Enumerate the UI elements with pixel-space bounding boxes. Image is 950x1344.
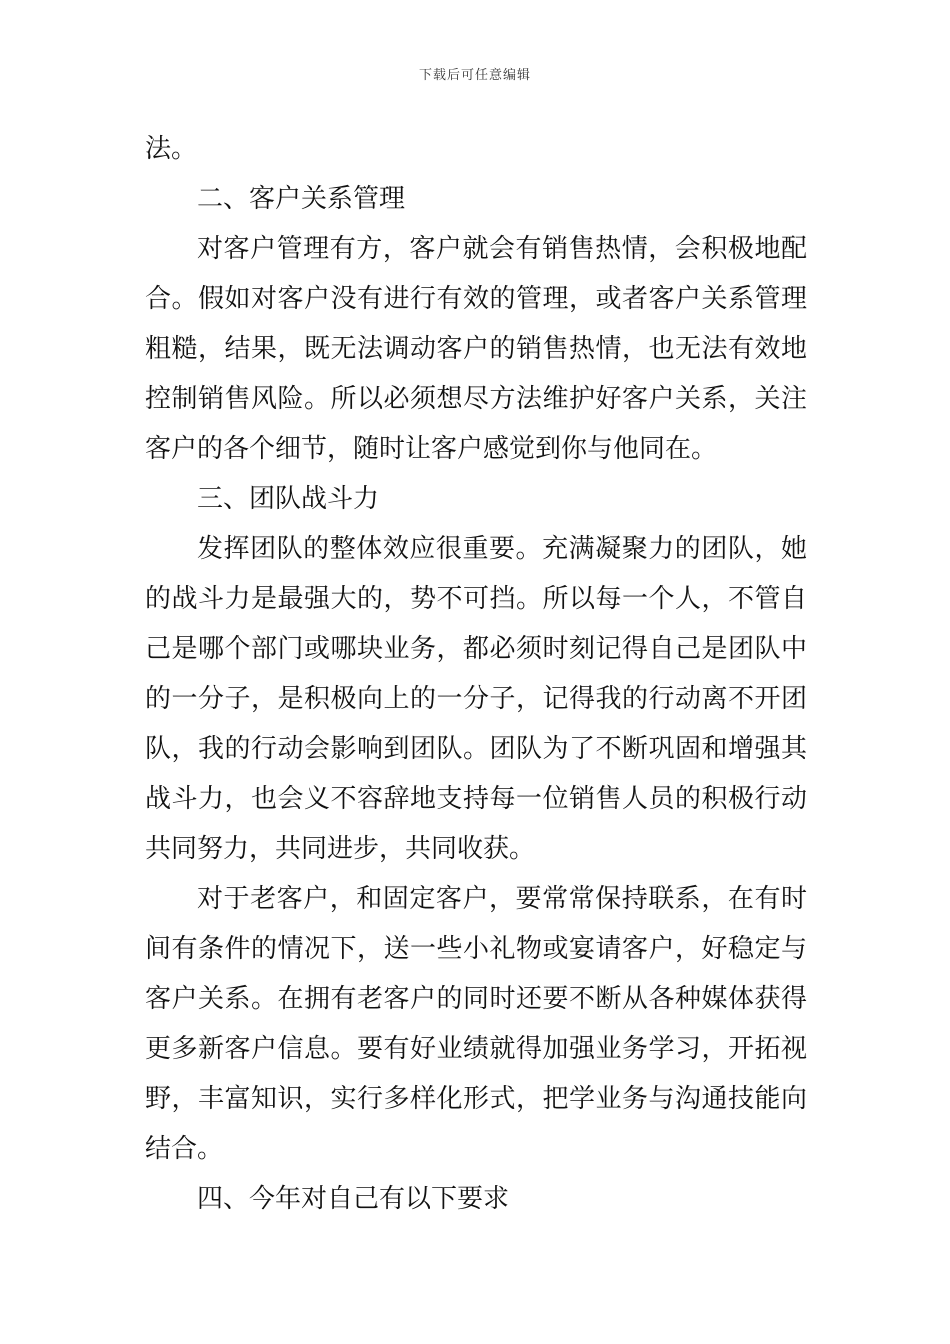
document-body [145,124,807,1224]
section-heading-self-requirements: 四、今年对自己有以下要求 [197,1184,510,1214]
section-heading-customer-relations: 二、客户关系管理 [197,184,406,214]
paragraph-line: 间有条件的情况下，送一些小礼物或宴请客户，好稳定与 [145,934,807,964]
section-heading-team-strength: 三、团队战斗力 [197,484,380,514]
paragraph-line: 客户的各个细节，随时让客户感觉到你与他同在。 [145,434,718,464]
paragraph-line: 合。假如对客户没有进行有效的管理，或者客户关系管理 [145,284,807,314]
page-header: 下载后可任意编辑 [418,68,531,83]
paragraph-line: 共同努力，共同进步，共同收获。 [145,834,536,864]
paragraph-line: 更多新客户信息。要有好业绩就得加强业务学习，开拓视 [145,1034,807,1064]
paragraph-line: 队，我的行动会影响到团队。团队为了不断巩固和增强其 [145,734,807,764]
paragraph-line: 粗糙，结果，既无法调动客户的销售热情，也无法有效地 [145,334,807,364]
paragraph-line: 发挥团队的整体效应很重要。充满凝聚力的团队，她 [197,534,807,564]
paragraph-line: 野，丰富知识，实行多样化形式，把学业务与沟通技能向 [145,1084,807,1114]
paragraph-line: 控制销售风险。所以必须想尽方法维护好客户关系，关注 [145,384,807,414]
paragraph-line: 己是哪个部门或哪块业务，都必须时刻记得自己是团队中 [145,634,807,664]
paragraph-line: 结合。 [145,1134,224,1164]
paragraph-line: 对于老客户，和固定客户，要常常保持联系，在有时 [197,884,807,914]
paragraph-line: 对客户管理有方，客户就会有销售热情，会积极地配 [197,234,807,264]
paragraph-line: 的战斗力是最强大的，势不可挡。所以每一个人，不管自 [145,584,807,614]
paragraph-end-line: 法。 [145,134,198,164]
paragraph-line: 的一分子，是积极向上的一分子，记得我的行动离不开团 [145,684,807,714]
paragraph-line: 战斗力，也会义不容辞地支持每一位销售人员的积极行动 [145,784,807,814]
paragraph-line: 客户关系。在拥有老客户的同时还要不断从各种媒体获得 [145,984,807,1014]
